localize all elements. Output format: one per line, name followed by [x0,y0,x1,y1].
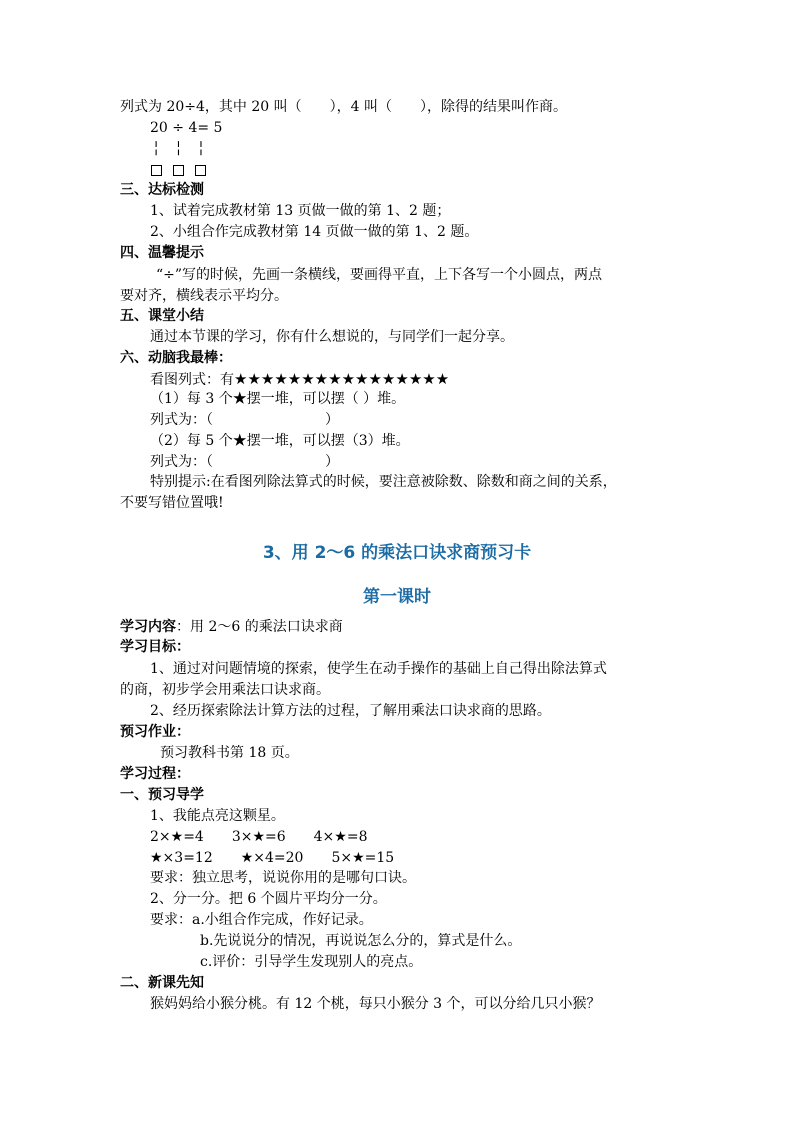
section-6-tip-1: 特别提示:在看图列除法算式的时候，要注意被除数、除数和商之间的关系， [150,474,617,490]
homework-text: 预习教科书第 18 页。 [160,745,299,761]
equation-row-1: 2×★=4 3×★=6 4×★=8 [150,829,368,845]
section-4-text-2: 要对齐，横线表示平均分。 [120,288,288,304]
requirement-1: 要求：独立思考，说说你用的是哪句口诀。 [150,870,416,886]
goal-2: 2、经历探索除法计算方法的过程，了解用乘法口诀求商的思路。 [150,703,551,719]
guide-item-2: 2、分一分。把 6 个圆片平均分一分。 [150,891,387,907]
section-6-title: 六、动脑我最棒： [120,350,232,366]
equation-dividers: ╎ ╎ ╎ [152,141,206,157]
section-6-question-2: （2）每 5 个★摆一堆，可以摆（3）堆。 [150,433,410,449]
content-text: ：用 2～6 的乘法口诀求商 [176,619,343,635]
guide-title: 一、预习导学 [120,787,204,803]
section-6-formula-1: 列式为：（ ） [150,412,339,428]
equation: 20 ÷ 4= 5 [150,120,223,136]
requirement-2c: c.评价：引导学生发现别人的亮点。 [200,954,423,970]
section-6-formula-2: 列式为：（ ） [150,454,339,470]
answer-boxes [151,160,217,180]
section-6-intro-label: 看图列式：有 [150,372,234,388]
new-lesson-text: 猴妈妈给小猴分桃。有 12 个桃，每只小猴分 3 个，可以分给几只小猴？ [150,996,601,1012]
requirement-2a: 要求：a.小组合作完成，作好记录。 [150,912,373,928]
equation-row-2: ★×3=12 ★×4=20 5×★=15 [150,850,395,866]
section-3-item-1: 1、试着完成教材第 13 页做一做的第 1、2 题； [150,203,451,219]
goal-1b: 的商，初步学会用乘法口诀求商。 [120,682,330,698]
goal-label: 学习目标： [120,639,190,655]
requirement-2b: b.先说说分的情况，再说说怎么分的，算式是什么。 [200,933,522,949]
section-6-tip-2: 不要写错位置哦! [120,495,224,511]
section-3-title: 三、达标检测 [120,182,204,198]
section-4-title: 四、温馨提示 [120,245,204,261]
answer-box[interactable] [151,165,162,176]
lesson-subtitle: 第一课时 [363,587,431,607]
section-6-intro [150,369,449,390]
star-row: ★★★★★★★★★★★★★★★★ [234,370,450,388]
process-label: 学习过程： [120,766,190,782]
new-lesson-title: 二、新课先知 [120,975,204,991]
goal-1a: 1、通过对问题情境的探索，使学生在动手操作的基础上自己得出除法算式 [150,661,607,677]
content-label: 学习内容 [120,619,176,635]
homework-label: 预习作业： [120,724,190,740]
section-3-item-2: 2、小组合作完成教材第 14 页做一做的第 1、2 题。 [150,224,479,240]
answer-box[interactable] [195,165,206,176]
answer-box[interactable] [173,165,184,176]
lesson-title: 3、用 2～6 的乘法口诀求商预习卡 [262,543,532,563]
guide-item-1: 1、我能点亮这颗星。 [150,808,285,824]
section-4-text-1: “÷”写的时候，先画一条横线，要画得平直，上下各写一个小圆点，两点 [156,267,603,283]
section-5-title: 五、课堂小结 [120,308,204,324]
section-5-text: 通过本节课的学习，你有什么想说的，与同学们一起分享。 [150,329,514,345]
intro-formula: 列式为 20÷4，其中 20 叫（ ），4 叫（ ），除得的结果叫作商。 [120,99,567,115]
content-line [120,617,343,637]
section-6-question-1: （1）每 3 个★摆一堆，可以摆（ ）堆。 [150,391,406,407]
